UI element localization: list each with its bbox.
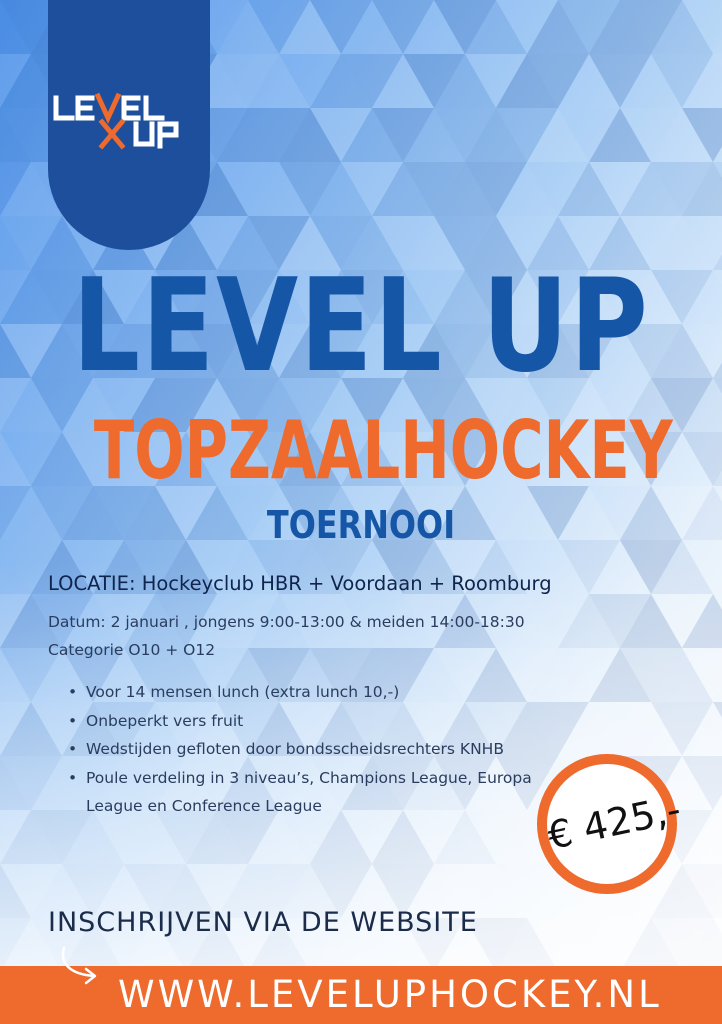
logo-word-top: [48, 0, 49, 1]
logo-word-bottom: [48, 0, 49, 1]
headline-title: LEVEL UP: [72, 252, 650, 401]
list-item: [60, 735, 540, 764]
list-item-text: Wedstijden gefloten door bondsscheidsrechters KNHB: [86, 740, 504, 758]
feature-list: [60, 678, 540, 821]
price-label: € 425,-: [543, 786, 685, 858]
list-item: [60, 678, 540, 707]
list-item-text: Onbeperkt vers fruit: [86, 711, 244, 730]
location-line: LOCATIE: Hockeyclub HBR + Voordaan + Roomburg: [48, 572, 552, 595]
bullet-dot-icon: •: [68, 711, 78, 730]
bullet-dot-icon: •: [68, 683, 78, 701]
website-link[interactable]: WWW.LEVELUPHOCKEY.NL: [118, 973, 662, 1016]
curved-arrow-icon: [58, 946, 106, 990]
bullet-dot-icon: •: [68, 740, 78, 758]
bullet-dot-icon: •: [68, 768, 78, 787]
list-item: [60, 764, 540, 821]
headline-subtitle: TOPZAALHOCKEY: [93, 404, 673, 497]
list-item: [60, 707, 540, 736]
category-line: Categorie O10 + O12: [48, 641, 216, 659]
logo-tab: [48, 0, 210, 250]
price-badge: [537, 754, 685, 894]
date-line: Datum: 2 januari , jongens 9:00-13:00 & meiden 14:00-18:30: [48, 613, 525, 631]
list-item-text: Voor 14 mensen lunch (extra lunch 10,-): [86, 683, 400, 701]
headline-third-line: TOERNOOI: [266, 503, 456, 547]
event-info: [48, 608, 688, 664]
signup-cta: INSCHRIJVEN VIA DE WEBSITE: [48, 907, 478, 938]
level-up-logo: [52, 92, 206, 152]
list-item-text: Poule verdeling in 3 niveau’s, Champions League, Europa League en Conference League: [86, 768, 532, 815]
